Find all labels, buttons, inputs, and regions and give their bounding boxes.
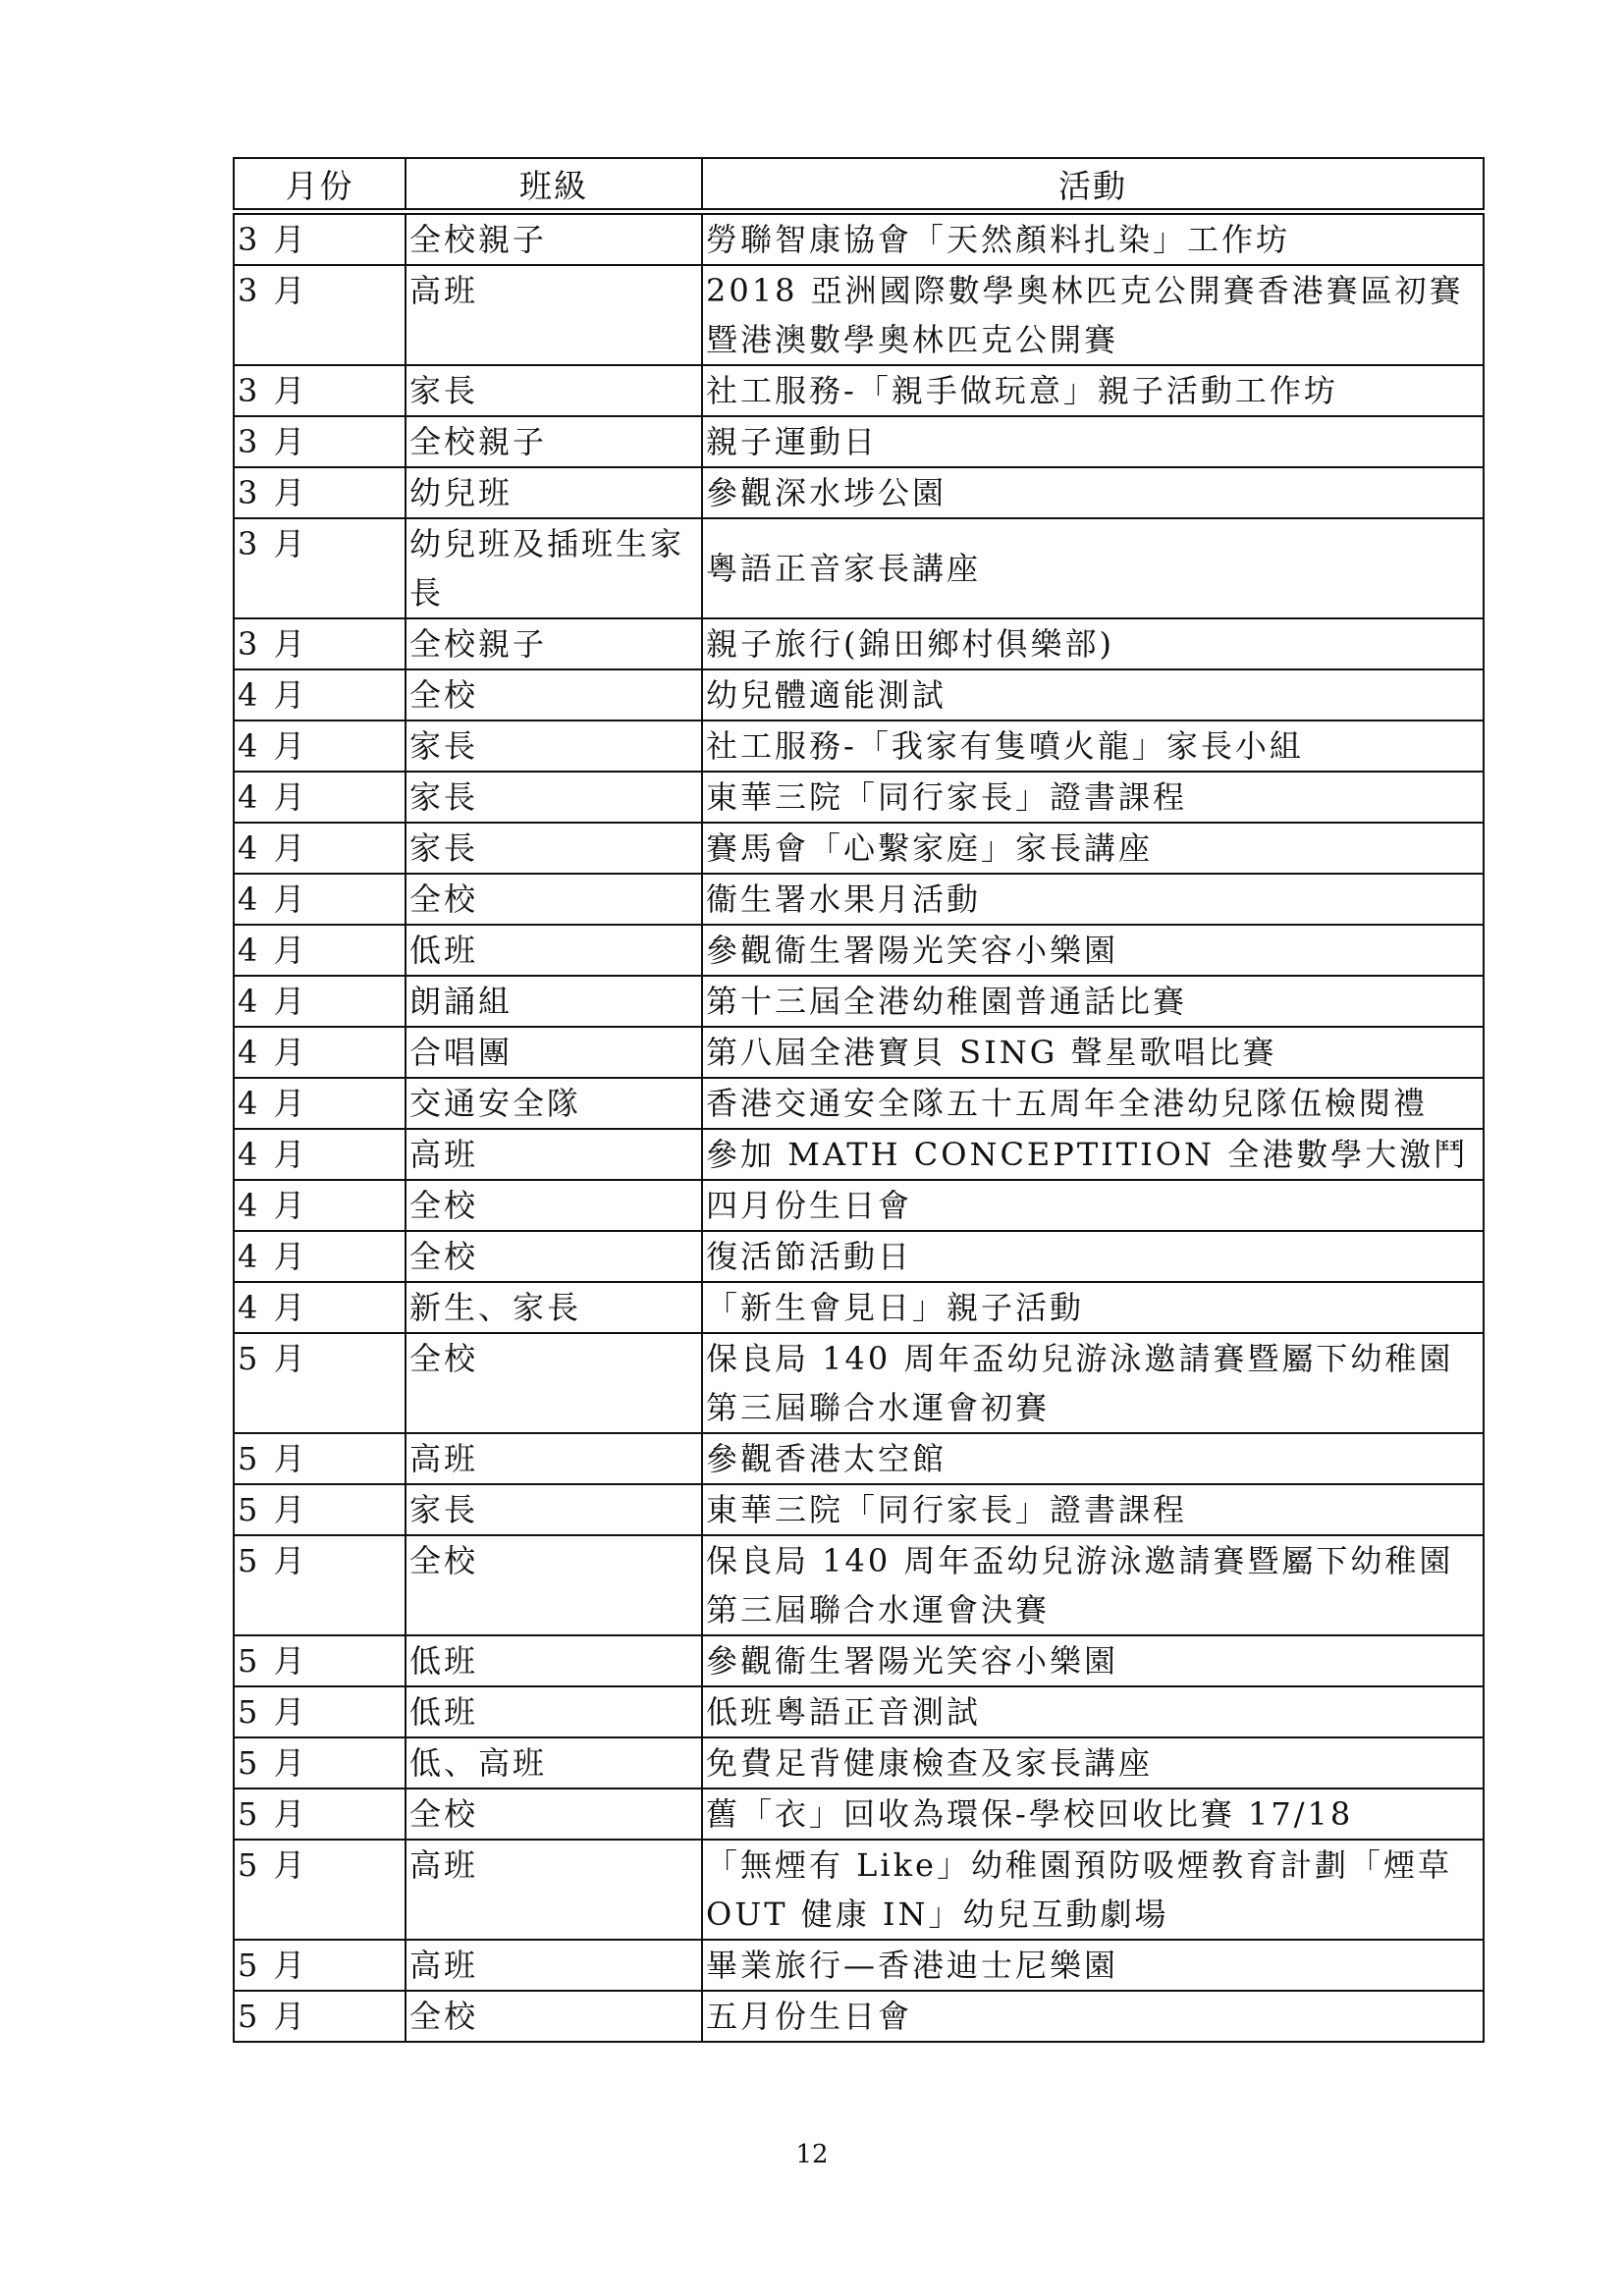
month-cell: 3 月	[234, 365, 406, 416]
month-cell: 4 月	[234, 1129, 406, 1180]
table-row	[234, 618, 1484, 669]
month-cell: 5 月	[234, 1686, 406, 1737]
table-row	[234, 416, 1484, 467]
table-row	[234, 874, 1484, 925]
table-row	[234, 1027, 1484, 1078]
page-number: 12	[795, 2140, 829, 2169]
header-activity: 活動	[702, 158, 1484, 212]
table-row	[234, 1078, 1484, 1129]
table-row	[234, 1535, 1484, 1635]
activity-cell: 賽馬會「心繫家庭」家長講座	[702, 823, 1484, 874]
month-cell: 5 月	[234, 1940, 406, 1991]
activity-cell: 粵語正音家長講座	[702, 518, 1484, 618]
table-row	[234, 212, 1484, 266]
table-row	[234, 721, 1484, 772]
table-body	[234, 212, 1484, 2043]
activity-cell: 低班粵語正音測試	[702, 1686, 1484, 1737]
month-cell: 4 月	[234, 925, 406, 976]
activity-cell: 參觀深水埗公園	[702, 467, 1484, 518]
header-class: 班級	[406, 158, 702, 212]
activity-cell: 「無煙有 Like」幼稚園預防吸煙教育計劃「煙草 OUT 健康 IN」幼兒互動劇場	[702, 1840, 1484, 1940]
activity-cell: 社工服務-「我家有隻噴火龍」家長小組	[702, 721, 1484, 772]
table-row	[234, 1433, 1484, 1484]
activity-cell: 免費足背健康檢查及家長講座	[702, 1737, 1484, 1789]
class-cell: 新生、家長	[406, 1282, 702, 1333]
class-cell: 全校	[406, 1333, 702, 1433]
table-row	[234, 365, 1484, 416]
class-cell: 家長	[406, 772, 702, 823]
class-cell: 高班	[406, 1129, 702, 1180]
class-cell: 家長	[406, 365, 702, 416]
month-cell: 5 月	[234, 1333, 406, 1433]
month-cell: 4 月	[234, 772, 406, 823]
class-cell: 高班	[406, 265, 702, 365]
class-cell: 全校	[406, 1180, 702, 1231]
activity-cell: 2018 亞洲國際數學奧林匹克公開賽香港賽區初賽暨港澳數學奧林匹克公開賽	[702, 265, 1484, 365]
table-row	[234, 1737, 1484, 1789]
table-row	[234, 467, 1484, 518]
activity-cell: 親子旅行(錦田鄉村俱樂部)	[702, 618, 1484, 669]
month-cell: 4 月	[234, 1027, 406, 1078]
table-row	[234, 772, 1484, 823]
month-cell: 4 月	[234, 1078, 406, 1129]
table-row	[234, 1635, 1484, 1686]
month-cell: 4 月	[234, 721, 406, 772]
month-cell: 5 月	[234, 1484, 406, 1535]
activity-cell: 參觀香港太空館	[702, 1433, 1484, 1484]
table-row	[234, 1129, 1484, 1180]
activity-cell: 保良局 140 周年盃幼兒游泳邀請賽暨屬下幼稚園第三屆聯合水運會決賽	[702, 1535, 1484, 1635]
activity-cell: 第八屆全港寶貝 SING 聲星歌唱比賽	[702, 1027, 1484, 1078]
table-row	[234, 1484, 1484, 1535]
activity-cell: 參觀衞生署陽光笑容小樂園	[702, 1635, 1484, 1686]
month-cell: 3 月	[234, 467, 406, 518]
activity-cell: 四月份生日會	[702, 1180, 1484, 1231]
class-cell: 低、高班	[406, 1737, 702, 1789]
table-row	[234, 1940, 1484, 1991]
class-cell: 全校	[406, 874, 702, 925]
class-cell: 朗誦組	[406, 976, 702, 1027]
activity-cell: 保良局 140 周年盃幼兒游泳邀請賽暨屬下幼稚園第三屆聯合水運會初賽	[702, 1333, 1484, 1433]
class-cell: 全校親子	[406, 212, 702, 266]
table-row	[234, 1991, 1484, 2042]
activity-cell: 幼兒體適能測試	[702, 669, 1484, 721]
table-row	[234, 1789, 1484, 1840]
activity-cell: 東華三院「同行家長」證書課程	[702, 772, 1484, 823]
activity-cell: 香港交通安全隊五十五周年全港幼兒隊伍檢閱禮	[702, 1078, 1484, 1129]
table-row	[234, 1231, 1484, 1282]
class-cell: 合唱團	[406, 1027, 702, 1078]
class-cell: 高班	[406, 1940, 702, 1991]
month-cell: 5 月	[234, 1635, 406, 1686]
table-row	[234, 1840, 1484, 1940]
activity-cell: 五月份生日會	[702, 1991, 1484, 2042]
month-cell: 5 月	[234, 1433, 406, 1484]
month-cell: 3 月	[234, 416, 406, 467]
class-cell: 全校親子	[406, 618, 702, 669]
class-cell: 全校親子	[406, 416, 702, 467]
activity-table	[233, 157, 1485, 2043]
table-row	[234, 823, 1484, 874]
activity-cell: 第十三屆全港幼稚園普通話比賽	[702, 976, 1484, 1027]
month-cell: 4 月	[234, 823, 406, 874]
table-row	[234, 976, 1484, 1027]
month-cell: 4 月	[234, 669, 406, 721]
class-cell: 幼兒班	[406, 467, 702, 518]
month-cell: 3 月	[234, 618, 406, 669]
activity-cell: 東華三院「同行家長」證書課程	[702, 1484, 1484, 1535]
month-cell: 4 月	[234, 1282, 406, 1333]
class-cell: 全校	[406, 669, 702, 721]
class-cell: 低班	[406, 925, 702, 976]
table-row	[234, 265, 1484, 365]
activity-cell: 社工服務-「親手做玩意」親子活動工作坊	[702, 365, 1484, 416]
class-cell: 交通安全隊	[406, 1078, 702, 1129]
activity-cell: 衞生署水果月活動	[702, 874, 1484, 925]
activity-cell: 畢業旅行—香港迪士尼樂園	[702, 1940, 1484, 1991]
table-header-row	[234, 158, 1484, 212]
class-cell: 低班	[406, 1686, 702, 1737]
class-cell: 全校	[406, 1535, 702, 1635]
class-cell: 高班	[406, 1433, 702, 1484]
month-cell: 5 月	[234, 1535, 406, 1635]
month-cell: 4 月	[234, 1231, 406, 1282]
class-cell: 低班	[406, 1635, 702, 1686]
activity-cell: 復活節活動日	[702, 1231, 1484, 1282]
month-cell: 5 月	[234, 1840, 406, 1940]
month-cell: 3 月	[234, 518, 406, 618]
table-row	[234, 1686, 1484, 1737]
class-cell: 幼兒班及插班生家長	[406, 518, 702, 618]
month-cell: 4 月	[234, 976, 406, 1027]
month-cell: 4 月	[234, 874, 406, 925]
class-cell: 家長	[406, 1484, 702, 1535]
class-cell: 家長	[406, 823, 702, 874]
table-row	[234, 669, 1484, 721]
header-month: 月份	[234, 158, 406, 212]
table-row	[234, 925, 1484, 976]
activity-cell: 舊「衣」回收為環保-學校回收比賽 17/18	[702, 1789, 1484, 1840]
month-cell: 5 月	[234, 1991, 406, 2042]
class-cell: 全校	[406, 1991, 702, 2042]
month-cell: 3 月	[234, 265, 406, 365]
activity-schedule	[233, 157, 1483, 2043]
month-cell: 5 月	[234, 1737, 406, 1789]
month-cell: 4 月	[234, 1180, 406, 1231]
class-cell: 全校	[406, 1231, 702, 1282]
activity-cell: 「新生會見日」親子活動	[702, 1282, 1484, 1333]
activity-cell: 親子運動日	[702, 416, 1484, 467]
class-cell: 家長	[406, 721, 702, 772]
activity-cell: 參加 MATH CONCEPTITION 全港數學大激鬥	[702, 1129, 1484, 1180]
table-row	[234, 1282, 1484, 1333]
activity-cell: 勞聯智康協會「天然顏料扎染」工作坊	[702, 212, 1484, 266]
activity-cell: 參觀衞生署陽光笑容小樂園	[702, 925, 1484, 976]
month-cell: 5 月	[234, 1789, 406, 1840]
table-row	[234, 1333, 1484, 1433]
table-row	[234, 518, 1484, 618]
table-row	[234, 1180, 1484, 1231]
class-cell: 全校	[406, 1789, 702, 1840]
month-cell: 3 月	[234, 212, 406, 266]
class-cell: 高班	[406, 1840, 702, 1940]
